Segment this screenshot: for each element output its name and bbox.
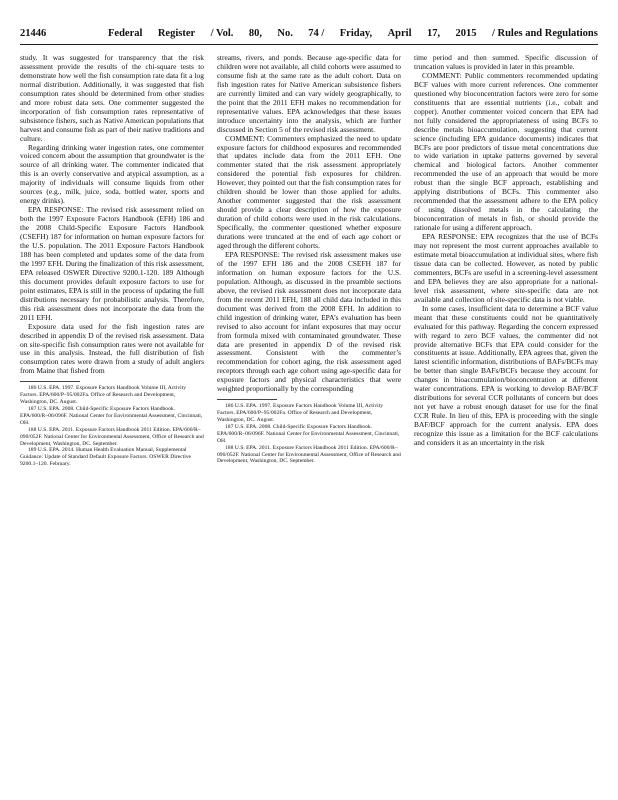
footnote: 188 U.S. EPA. 2011. Exposure Factors Handbook 2011 Edition. EPA/600/R–090/052F. National Center for Environmental Assessment, Office of Research and Development, Washington, DC. September. [20, 426, 204, 447]
month: April [387, 28, 412, 39]
issue-number: 74 / [308, 28, 325, 39]
footnote: 186 U.S. EPA. 1997. Exposure Factors Handbook Volume III, Activity Factors. EPA/600/P–95/002Fa. Office of Research and Development, Washington, DC. August. [217, 403, 384, 424]
footnote: 189 U.S. EPA. 2014. Human Health Evaluation Manual, Supplemental Guidance: Update of Standard Default Exposure Factors. OSWER Directive 9200.1–120. February. [20, 447, 192, 468]
footnote-rule [20, 381, 80, 382]
running-head [108, 28, 598, 39]
paragraph: Exposure data used for the fish ingestion rates are described in appendix D of the revised risk assessment. Data on site-specific fish consumption rates were not available for use in this analysis. Instead, the full distribution of fish consumption rates were drawn from a study of adult anglers from Maine that fished from [20, 321, 204, 376]
footnote: 186 U.S. EPA. 1997. Exposure Factors Handbook Volume III, Activity Factors. EPA/600/P–95/002Fa. Office of Research and Development, Washington, DC. August. [20, 385, 187, 406]
section-name: / Rules and Regulations [491, 28, 598, 39]
page-number: 21446 [20, 28, 47, 39]
paragraph: Regarding drinking water ingestion rates, one commenter voiced concern about the assumption that groundwater is the source of all drinking water. The commenter indicated that this is an overly conservative and atypical assumption, as a majority of individuals will consume liquids from other sources (e.g., milk, juice, soda, bottled water, sports and energy drinks). [20, 142, 204, 206]
weekday: Friday, [339, 28, 373, 39]
paragraph: EPA RESPONSE: EPA recognizes that the use of BCFs may not represent the most current approaches available to estimate metal bioaccumulation at individual sites, where fish tissue data can be collected. However, as noted by public commenters, BCFs are useful in a screening-level assessment and EPA believes they are also appropriate for a national-level risk assessment, where site-specific data are not available and collection of site-specific data is not viable. [414, 232, 598, 304]
issue-label: No. [277, 28, 293, 39]
paragraph: EPA RESPONSE: The revised risk assessment relied on both the 1997 Exposure Factors Handbook (EFH) 186 and the 2008 Child-Specific Exposure Factors Handbook (CSEFH) 187 for information on human exposure factors for the U.S. population. The 2011 Exposure Factors Handbook 188 has been completed and updates some of the data from the 1997 EFH. During the finalization of this risk assessment, EPA released OSWER Directive 9200.1-120. 189 Although this document provides default exposure factors to use for point estimates, EPA is still in the process of updating the full distributions necessary for probabilistic analysis. Therefore, this risk assessment does not incorporate the data from the 2011 EFH. [20, 205, 204, 322]
footnote: 187 U.S. EPA. 2008. Child-Specific Exposure Factors Handbook. EPA/600/R–06/096F. National Center for Environmental Assessment, Cincinnati, OH. [20, 406, 203, 426]
year: 2015 [455, 28, 477, 39]
footnote: 188 U.S. EPA. 2011. Exposure Factors Handbook 2011 Edition. EPA/600/R–090/052F. National Center for Environmental Assessment, Office of Research and Development, Washington, DC. September. [217, 444, 401, 465]
column-2 [217, 54, 401, 790]
paragraph: study. It was suggested for transparency that the risk assessment provide the results of the chi-square tests to demonstrate how well the fish consumption rate data fit a log normal distribution. Additionally, it was suggested that fish consumption rates should be determined from other studies and more robust data sets. One commenter suggested the incorporation of fish consumption rates representative of subsistence fishers, such as Native American populations that harvest and consume fish as part of their native traditions and culture. [20, 54, 204, 143]
footnote: 187 U.S. EPA. 2008. Child-Specific Exposure Factors Handbook. EPA/600/R–06/096F. National Center for Environmental Assessment, Cincinnati, OH. [217, 423, 400, 444]
column-1 [20, 54, 204, 790]
page-header [20, 28, 598, 42]
paragraph: In some cases, insufficient data to determine a BCF value meant that these constituents could not be quantitatively evaluated for this pathway. Regarding the concern expressed with regard to zero BCF values, the commenter did not provide alternative BCFs that EPA could consider for the constituents at issue. Additionally, EPA agrees that, given the latest scientific information, distributions of BAFs/BCFs may be better than single BAFs/BCFs because they account for changes in bioaccumulation/bioconcentration at different water concentrations. EPA is working to develop BAF/BCF distributions for several CCR pollutants of concern but does not yet have a robust enough dataset for use for the final CCR Rule. In lieu of this, EPA is proceeding with the single BAF/BCF approach for the current analysis. EPA does recognize this issue as a limitation for the BCF calculations and considers it as an uncertainty in the risk [414, 303, 598, 447]
publication-name: Federal [108, 28, 143, 39]
column-3 [414, 54, 598, 790]
paragraph: streams, rivers, and ponds. Because age-specific data for children were not available, all child cohorts were assumed to consume fish at the same rate as the adult cohort. Data on fish ingestion rates for Native American subsistence fishers are currently limited and can vary widely geographically, to the point that the 2011 EFH makes no recommendation for representative values. EPA acknowledges that these issues introduce uncertainty into the analysis, which are further discussed in Section 5 of the revised risk assessment. [217, 54, 401, 134]
paragraph: time period and then summed. Specific discussion of truncation values is provided in later in this preamble. [414, 54, 598, 71]
paragraph: EPA RESPONSE: The revised risk assessment makes use of the 1997 EFH 186 and the 2008 CSEFH 187 for information on human exposure factors for the U.S. population. Although, as discussed in the preamble sections above, the revised risk assessment does not incorporate data from the recent 2011 EFH, 188 all child data included in this document was derived from the 2008 EFH. In addition to child ingestion of drinking water, EPA’s evaluation has been revised to also account for infant exposures that may occur from formula mixed with contaminated groundwater. These data are presented in appendix D of the revised risk assessment. Consistent with the commenter’s recommendation for cohort aging, the risk assessment aged receptors through each age cohort using age-specific data for exposure factors and physical characteristics that were weighted proportionally by the corresponding [217, 249, 401, 394]
footnote-rule [217, 399, 277, 400]
volume-label: / Vol. [210, 28, 234, 39]
header-rule [20, 44, 598, 45]
register-word: Register [157, 28, 196, 39]
paragraph: COMMENT: Public commenters recommended updating BCF values with more current references. One commenter questioned why bioconcentration factors were zero for some constituents that are essential nutrients (i.e., cobalt and copper). Another commenter voiced concern that EPA had not fully considered the appropriateness of using BCFs to describe metals bioaccumulation, suggesting that current science (including EPA guidance documents) indicates that BCFs are poor predictors of tissue metal concentrations due to wide variation in uptake patterns governed by several chemical and biological factors. Another commenter recommended the use of an approach that would be more robust than the single BCF approach, establishing and applying distributions of BCFs. This commenter also recommended that the assessment adhere to the EPA policy of using dissolved metals in the calculating the bioconcentration of metals in fish, or should provide the rationale for using a different approach. [414, 70, 598, 233]
paragraph: COMMENT: Commenters emphasized the need to update exposure factors for childhood exposures and recommended that updates include data from the 2011 EFH. One commenter stated that the risk assessment appropriately considered the potential fish exposures for children. However, they pointed out that the fish consumption rates for children should be lower than those applied for adults. Another commenter suggested that the risk assessment should provide a clear description of how the exposure duration of child cohorts were used in the risk calculations. Specifically, the commenter questioned whether exposure durations were truncated at the end of each age cohort or aged through the different cohorts. [217, 133, 401, 251]
volume-number: 80, [248, 28, 262, 39]
day: 17, [426, 28, 441, 39]
